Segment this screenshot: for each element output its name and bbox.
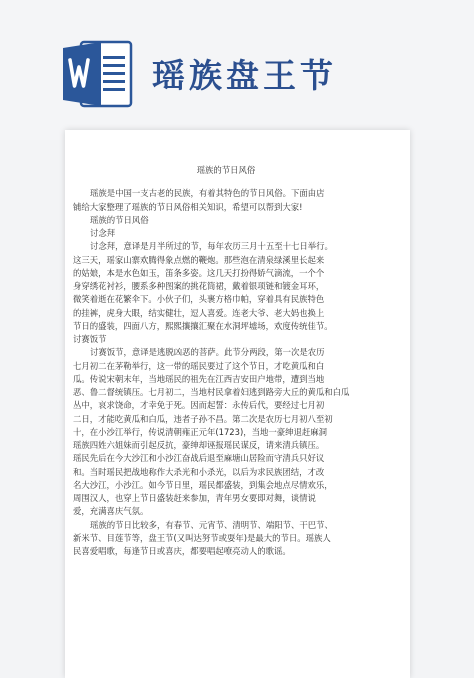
text-line: 丛中，哀求饶命，才幸免于死。因而起誓：永传后代，要经过七月初 [73, 400, 325, 411]
word-document-icon [61, 38, 135, 110]
text-line: 七月初二在茅勒举行，这一带的瑶民要过了这个节日，才吃黄瓜和白 [73, 360, 325, 371]
text-line: 的挂裤，虎身大眼，结实健壮，逗人喜爱。连老大爷、老大妈也换上 [73, 307, 325, 318]
text-line: 微笑着逝在花繁伞下。小伙子们，头裹方格巾帕，穿着具有民族特色 [73, 294, 325, 305]
text-line: 名大沙江，小沙江。如今节日里，瑶民都盛装，到集会地点尽情欢乐， [73, 479, 333, 490]
text-line: 和。当时瑶民把战地称作大杀光和小杀光，以后为求民族团结，才改 [73, 466, 325, 477]
document-body [73, 165, 379, 558]
text-line: 铺给大家整理了瑶族的节日风俗相关知识，希望可以帮到大家! [73, 201, 303, 212]
page-title: 瑶族盘王节 [152, 56, 337, 95]
text-line: 讨赛饭节，意译是逃脱凶恶的菩萨。此节分两段，第一次是农历 [90, 347, 325, 358]
text-line: 恶、鲁二督统镇压。七月初二，当地村民拿着妇逃到路旁大丘的黄瓜和白瓜 [73, 387, 350, 397]
text-line: 讨念拜 [90, 228, 116, 238]
text-line: 讨赛饭节 [73, 334, 107, 344]
document-banner [0, 0, 474, 140]
text-line: 这三天，瑶家山寨欢腾得象点燃的鞭炮。那些泡在清泉绿溪里长起来 [73, 254, 325, 265]
text-line: 瑶族四姓六姐妹而引起反抗，豪绅却诬报瑶民谋反，请来清兵镇压。 [73, 440, 325, 450]
text-line: 爱，充满喜庆气氛。 [73, 506, 149, 517]
text-line: 周围汉人，也穿上节日盛装赶来参加，青年男女要即对舞，谈情说 [73, 493, 316, 503]
text-line: 民喜爱唱歌，每逢节日或喜庆，都要唱起嘹亮动人的歌谣。 [73, 546, 291, 556]
text-line: 瑶族的节日比较多，有春节、元宵节、清明节、端阳节、干巴节、 [90, 519, 333, 530]
text-line: 身穿绣花衬衫，腰系多种图案的挑花筒裙，戴着银项链和镀金耳环， [73, 281, 325, 291]
text-line: 讨念拜，意译是月半所过的节，每年农历三月十五至十七日举行。 [90, 241, 333, 252]
text-line: 瑶族是中国一支古老的民族，有着其特色的节日风俗。下面由店 [90, 188, 325, 199]
text-line: 瑶民先后在今大沙江和小沙江奋战后退至麻塘山居险而守清兵只好议 [73, 453, 325, 464]
text-line: 的姑娘，本是水色如玉，笛条多姿。这几天打扮得娇气滴流，一个个 [73, 267, 325, 278]
text-line: 瓜。传说宋朝末年，当地瑶民的祖先在江西吉安田户地带，遭到当地 [73, 373, 325, 384]
text-line: 瑶族的节日风俗 [90, 214, 149, 225]
text-line: 十，在小沙江举行，传说清朝雍正元年(1723)，当地一豪绅退赶麻洞 [73, 426, 327, 437]
document-heading: 瑶族的节日风俗 [196, 165, 256, 175]
text-line: 新米节、目莲节等，盘王节(又叫达努节或耍年)是最大的节日。瑶族人 [73, 532, 331, 543]
text-line: 二日，才能吃黄瓜和白瓜，违者子孙不昌。第二次是农历七月初八至初 [73, 413, 333, 424]
document-text [73, 187, 379, 558]
text-line: 节日的盛装，四面八方，熙熙攘攘汇聚在水洞坪墟场，欢度传统佳节。 [73, 320, 333, 331]
